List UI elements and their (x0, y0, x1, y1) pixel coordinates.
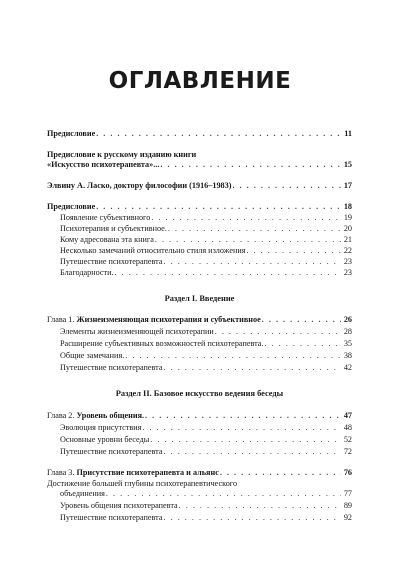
toc-subentry-line1: Достижение большей глубины психотерапевтического (47, 479, 238, 488)
toc-subentry[interactable] (60, 489, 352, 499)
toc-entry-page: 19 (343, 213, 352, 222)
toc-entry-title: Основные уровни беседы (60, 435, 150, 444)
toc-dot-leader (179, 501, 341, 511)
toc-entry-page: 26 (343, 315, 352, 324)
chapter-label: Глава 1. (47, 315, 75, 324)
toc-entry-title: Путешествие психотерапевта (60, 447, 163, 456)
toc-entry-page: 35 (343, 339, 352, 348)
toc-subentry[interactable] (60, 447, 352, 457)
toc-entry-title: Появление субъективного (60, 213, 151, 222)
toc-entry-title (47, 411, 144, 421)
toc-entry-russian-preface[interactable] (47, 160, 352, 170)
toc-subentry[interactable] (60, 513, 352, 523)
toc-dot-leader (164, 513, 342, 523)
chapter-title: Жизнеизменяющая психотерапия и субъективное (76, 315, 261, 324)
toc-entry-page: 89 (343, 501, 352, 510)
toc-entry-page: 28 (343, 327, 352, 336)
toc-entry-page: 22 (343, 246, 352, 255)
toc-entry-title: Путешествие психотерапевта (60, 363, 163, 372)
toc-entry-title: Уровень общения психотерапевта (60, 501, 178, 510)
toc-dot-leader (155, 235, 341, 245)
toc-entry-title: Путешествие психотерапевта (60, 257, 163, 266)
toc-entry-title: Благодарности. (60, 268, 114, 277)
section-heading-2: Раздел II. Базовое искусство ведения беседы (115, 389, 284, 398)
chapter-title: Уровень общения. (76, 411, 145, 420)
toc-entry-title: Элвину А. Ласко, доктору философии (1916–1983) (47, 181, 232, 190)
toc-chapter-1[interactable] (47, 315, 352, 325)
toc-subentry[interactable] (60, 423, 352, 433)
toc-chapter-2[interactable] (47, 411, 352, 421)
toc-entry-page: 92 (343, 513, 352, 522)
toc-entry-page: 48 (343, 423, 352, 432)
toc-subentry[interactable] (60, 235, 352, 245)
toc-subentry[interactable] (60, 363, 352, 373)
toc-dot-leader (164, 363, 342, 373)
toc-dot-leader (232, 181, 341, 191)
toc-dot-leader (151, 213, 341, 223)
toc-entry-title: Несколько замечаний относительно стиля изложения (60, 246, 246, 255)
toc-dot-leader (96, 202, 341, 212)
toc-entry-page: 72 (343, 447, 352, 456)
toc-subentry[interactable] (60, 257, 352, 267)
toc-entry-preface-1[interactable] (47, 129, 352, 139)
toc-dot-leader (264, 339, 341, 349)
toc-subentry[interactable] (60, 351, 352, 361)
chapter-label: Глава 2. (47, 411, 75, 420)
toc-entry-title: Путешествие психотерапевта (60, 513, 163, 522)
toc-entry-title: Элементы жизнеизменяющей психотерапии (60, 327, 214, 336)
toc-entry-title (47, 468, 219, 478)
toc-dot-leader (96, 129, 341, 139)
toc-entry-title: Расширение субъективных возможностей психотерапевта. (60, 339, 264, 348)
toc-entry-page: 17 (343, 181, 352, 190)
toc-subentry[interactable] (60, 435, 352, 445)
toc-entry-page: 47 (343, 411, 352, 420)
toc-entry-page: 77 (343, 489, 352, 498)
toc-subentry[interactable] (60, 268, 352, 278)
toc-entry-preface-2[interactable] (47, 202, 352, 212)
toc-dot-leader (262, 315, 341, 325)
toc-entry-page: 21 (343, 235, 352, 244)
toc-entry-page: 11 (344, 129, 352, 138)
toc-dot-leader (160, 160, 341, 170)
page-heading: ОГЛАВЛЕНИЕ (108, 68, 292, 94)
toc-dot-leader (168, 224, 341, 234)
toc-entry-title: Психотерапия и субъективное. (60, 224, 167, 233)
toc-dot-leader (164, 257, 342, 267)
toc-dot-leader (125, 351, 341, 361)
toc-entry-page: 76 (343, 468, 352, 477)
toc-subentry[interactable] (60, 224, 352, 234)
toc-dot-leader (215, 327, 341, 337)
toc-entry-title: Эволюция присутствия (60, 423, 142, 432)
toc-entry-dedication[interactable] (47, 181, 352, 191)
chapter-label: Глава 3. (47, 468, 75, 477)
toc-entry-title: объединения (60, 489, 105, 498)
toc-entry-title: Предисловие (47, 202, 96, 211)
toc-dot-leader (142, 423, 341, 433)
section-heading-1: Раздел I. Введение (164, 294, 235, 303)
toc-entry-page: 52 (343, 435, 352, 444)
toc-entry-page: 23 (343, 257, 352, 266)
toc-entry-title (47, 315, 261, 325)
toc-dot-leader (220, 468, 341, 478)
toc-dot-leader (246, 246, 341, 256)
toc-entry-russian-preface-line1: Предисловие к русскому изданию книги (47, 150, 197, 159)
toc-entry-title: Общие замечания. (60, 351, 125, 360)
toc-entry-page: 18 (343, 202, 352, 211)
toc-dot-leader (164, 447, 342, 457)
toc-dot-leader (145, 411, 341, 421)
chapter-title: Присутствие психотерапевта и альянс (76, 468, 219, 477)
toc-entry-page: 23 (343, 268, 352, 277)
toc-subentry[interactable] (60, 213, 352, 223)
toc-subentry[interactable] (60, 339, 352, 349)
toc-dot-leader (115, 268, 341, 278)
toc-entry-page: 38 (343, 351, 352, 360)
toc-dot-leader (150, 435, 341, 445)
toc-subentry[interactable] (60, 501, 352, 511)
toc-entry-page: 42 (343, 363, 352, 372)
toc-entry-title: Кому адресована эта книга (60, 235, 154, 244)
toc-subentry[interactable] (60, 327, 352, 337)
toc-entry-page: 20 (343, 224, 352, 233)
toc-entry-title: Предисловие (47, 129, 96, 138)
toc-dot-leader (106, 489, 341, 499)
toc-entry-title: «Искусство психотерапевта»... (47, 160, 160, 169)
toc-entry-page: 15 (343, 160, 352, 169)
toc-subentry[interactable] (60, 246, 352, 256)
toc-chapter-3[interactable] (47, 468, 352, 478)
